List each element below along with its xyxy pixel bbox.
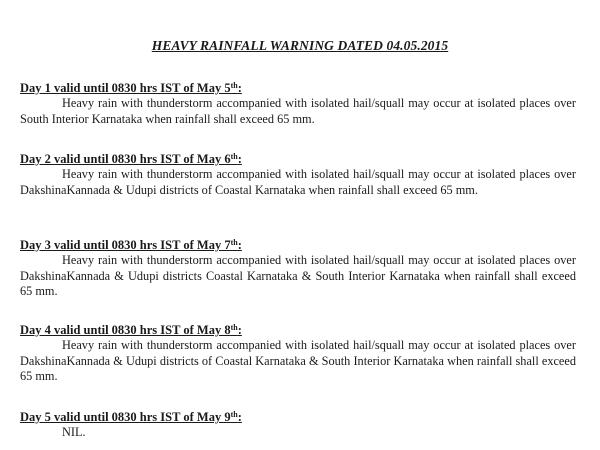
day-2-heading [20,152,576,167]
day-3-heading-suffix: th [230,238,238,247]
day-5-heading-colon: : [237,410,242,424]
day-1-heading-text: Day 1 valid until 0830 hrs IST of May 5 [20,81,231,95]
day-3-heading-text: Day 3 valid until 0830 hrs IST of May 7 [20,238,231,252]
day-4-heading-text: Day 4 valid until 0830 hrs IST of May 8 [20,323,231,337]
day-1-section [20,81,576,127]
day-4-heading-suffix: th [230,323,238,332]
day-5-heading [20,410,576,425]
day-3-heading [20,238,576,253]
day-3-text: Heavy rain with thunderstorm accompanied with isolated hail/squall may occur at isolated places over DakshinaKannada & Udupi districts Coastal Karnataka & South Interior Karnataka when rainfall shall exceed 65 mm. [20,253,576,298]
day-2-text: Heavy rain with thunderstorm accompanied with isolated hail/squall may occur at isolated places over DakshinaKannada & Udupi districts of Coastal Karnataka when rainfall shall exceed 65 mm. [20,167,576,197]
day-3-section [20,238,576,300]
day-2-heading-suffix: th [230,152,238,161]
day-5-heading-text: Day 5 valid until 0830 hrs IST of May 9 [20,410,231,424]
day-1-heading-colon: : [237,81,242,95]
document-title: HEAVY RAINFALL WARNING DATED 04.05.2015 [151,38,449,53]
day-4-heading [20,323,576,338]
day-1-text: Heavy rain with thunderstorm accompanied with isolated hail/squall may occur at isolated places over South Interior Karnataka when rainfall shall exceed 65 mm. [20,96,576,126]
day-2-heading-colon: : [237,152,242,166]
day-3-heading-colon: : [237,238,242,252]
day-1-heading [20,81,576,96]
day-2-heading-text: Day 2 valid until 0830 hrs IST of May 6 [20,152,231,166]
day-4-section [20,323,576,385]
day-5-heading-suffix: th [230,410,238,419]
day-1-heading-suffix: th [230,81,238,90]
day-5-section [20,410,576,441]
day-4-heading-colon: : [237,323,242,337]
day-2-section [20,152,576,198]
day-5-text: NIL. [62,425,86,439]
day-4-text: Heavy rain with thunderstorm accompanied with isolated hail/squall may occur at isolated places over DakshinaKannada & Udupi districts of Coastal Karnataka & South Interior Karnataka when rainfall shall exceed 65 mm. [20,338,576,383]
